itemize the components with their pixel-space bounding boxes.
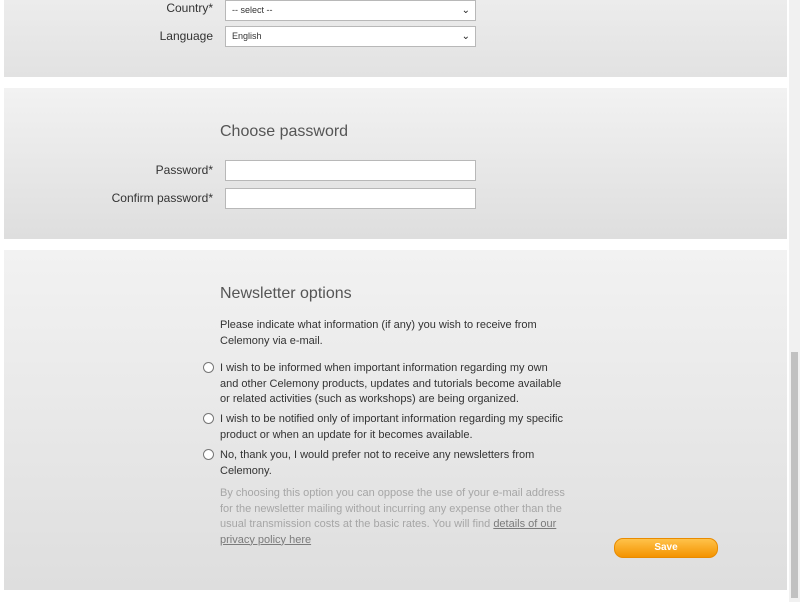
password-label: Password* <box>155 163 213 177</box>
privacy-policy-link[interactable]: details of our privacy policy here <box>220 518 557 546</box>
scrollbar-thumb[interactable] <box>791 352 798 598</box>
language-select[interactable] <box>225 26 476 47</box>
language-label: Language <box>159 29 213 43</box>
newsletter-intro: Please indicate what information (if any) you wish to receive from Celemony via e-mail. <box>220 319 537 347</box>
newsletter-heading: Newsletter options <box>220 285 352 302</box>
newsletter-option-product-radio[interactable] <box>203 413 214 424</box>
newsletter-note-text: By choosing this option you can oppose the use of your e-mail address for the newsletter mailing without incurring any expense other than the usual transmission costs at the basic rates. You will find <box>220 487 565 530</box>
newsletter-option-none-radio[interactable] <box>203 449 214 460</box>
language-select-value: English <box>232 31 262 41</box>
newsletter-option-none: No, thank you, I would prefer not to receive any newsletters from Celemony. <box>220 449 535 477</box>
newsletter-option-product: I wish to be notified only of important information regarding my specific product or when an update for it becomes available. <box>220 413 563 441</box>
confirm-password-label: Confirm password* <box>111 191 213 205</box>
country-select[interactable] <box>225 0 476 21</box>
save-button[interactable]: Save <box>614 538 718 558</box>
country-select-value: -- select -- <box>232 5 273 15</box>
password-heading: Choose password <box>220 123 349 140</box>
country-label: Country* <box>166 1 213 15</box>
chevron-down-icon: ⌄ <box>461 5 470 16</box>
newsletter-option-all-radio[interactable] <box>203 362 214 373</box>
chevron-down-icon: ⌄ <box>461 31 470 42</box>
newsletter-note <box>220 486 565 548</box>
password-input[interactable] <box>225 160 476 181</box>
confirm-password-input[interactable] <box>225 188 476 209</box>
newsletter-option-all: I wish to be informed when important information regarding my own and other Celemony products, updates and tutorials become available or related activities (such as workshops) are being organized. <box>220 362 562 405</box>
page-scrollbar[interactable] <box>789 0 800 602</box>
